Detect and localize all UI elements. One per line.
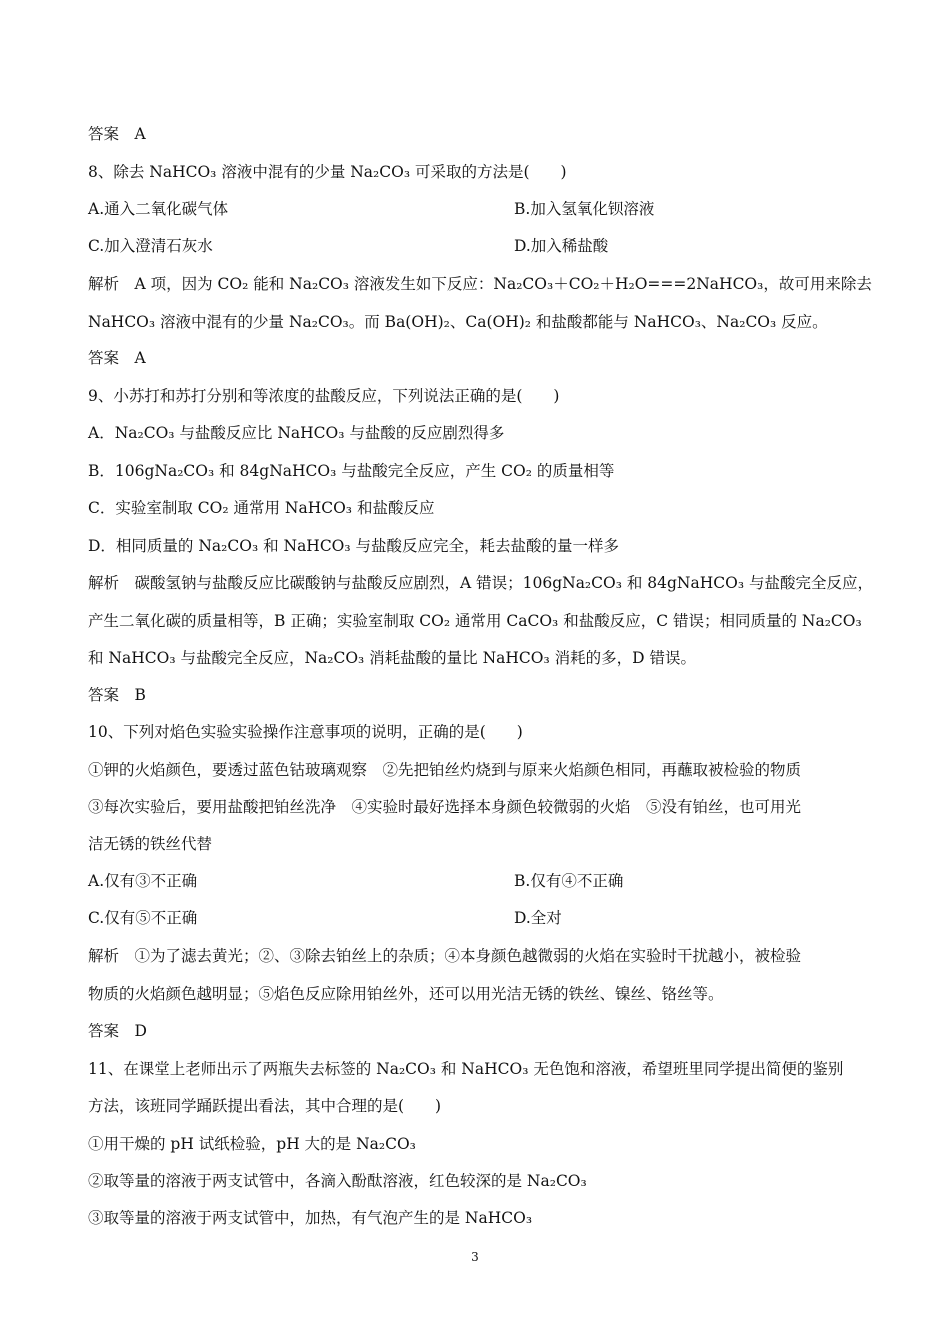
statement-1: ①用干燥的 pH 试纸检验，pH 大的是 Na₂CO₃ — [88, 1135, 416, 1153]
statement-3: ③取等量的溶液于两支试管中，加热，有气泡产生的是 NaHCO₃ — [88, 1209, 533, 1227]
option-b: B.仅有④不正确 — [514, 872, 624, 890]
analysis-9-line: 和 NaHCO₃ 与盐酸完全反应，Na₂CO₃ 消耗盐酸的量比 NaHCO₃ 消耗的多，D 错误。 — [88, 649, 696, 667]
option-row — [88, 870, 868, 892]
question-9: 9、小苏打和苏打分别和等浓度的盐酸反应，下列说法正确的是( ) — [88, 387, 560, 405]
question-10-line: ③每次实验后，要用盐酸把铂丝洗净 ④实验时最好选择本身颜色较微弱的火焰 ⑤没有铂丝，也可用光 — [88, 798, 802, 816]
option-c: C．实验室制取 CO₂ 通常用 NaHCO₃ 和盐酸反应 — [88, 499, 435, 517]
option-d: D．相同质量的 Na₂CO₃ 和 NaHCO₃ 与盐酸反应完全，耗去盐酸的量一样多 — [88, 537, 620, 555]
option-a: A.仅有③不正确 — [88, 872, 198, 890]
analysis-8-line: NaHCO₃ 溶液中混有的少量 Na₂CO₃。而 Ba(OH)₂、Ca(OH)₂ 和盐酸都能与 NaHCO₃、Na₂CO₃ 反应。 — [88, 313, 828, 331]
option-b: B.加入氢氧化钡溶液 — [514, 200, 655, 218]
answer-7: 答案 A — [88, 125, 146, 143]
analysis-9-line: 产生二氧化碳的质量相等，B 正确；实验室制取 CO₂ 通常用 CaCO₃ 和盐酸反应，C 错误；相同质量的 Na₂CO₃ — [88, 612, 862, 630]
option-c: C.加入澄清石灰水 — [88, 237, 213, 255]
analysis-8-line: 解析 A 项，因为 CO₂ 能和 Na₂CO₃ 溶液发生如下反应：Na₂CO₃＋CO₂＋H₂O===2NaHCO₃，故可用来除去 — [88, 275, 872, 293]
question-11-line: 方法，该班同学踊跃提出看法，其中合理的是( ) — [88, 1097, 442, 1115]
question-10-line: 洁无锈的铁丝代替 — [88, 835, 213, 853]
option-b: B．106gNa₂CO₃ 和 84gNaHCO₃ 与盐酸完全反应，产生 CO₂ 的质量相等 — [88, 462, 615, 480]
analysis-9-line: 解析 碳酸氢钠与盐酸反应比碳酸钠与盐酸反应剧烈，A 错误；106gNa₂CO₃ 和 84gNaHCO₃ 与盐酸完全反应， — [88, 574, 873, 592]
question-10: 10、下列对焰色实验实验操作注意事项的说明，正确的是( ) — [88, 723, 523, 741]
question-11: 11、在课堂上老师出示了两瓶失去标签的 Na₂CO₃ 和 NaHCO₃ 无色饱和溶液，希望班里同学提出简便的鉴别 — [88, 1060, 844, 1078]
question-10-line: ①钾的火焰颜色，要透过蓝色钴玻璃观察 ②先把铂丝灼烧到与原来火焰颜色相同，再蘸取被检验的物质 — [88, 761, 802, 779]
analysis-10-line: 解析 ①为了滤去黄光；②、③除去铂丝上的杂质；④本身颜色越微弱的火焰在实验时干扰越小，被检验 — [88, 947, 802, 965]
option-d: D.加入稀盐酸 — [514, 237, 609, 255]
answer-10: 答案 D — [88, 1022, 147, 1040]
answer-9: 答案 B — [88, 686, 146, 704]
option-c: C.仅有⑤不正确 — [88, 909, 198, 927]
page-number: 3 — [471, 1250, 479, 1264]
option-row — [88, 907, 868, 929]
analysis-10-line: 物质的火焰颜色越明显；⑤焰色反应除用铂丝外，还可以用光洁无锈的铁丝、镍丝、铬丝等。 — [88, 985, 724, 1003]
statement-2: ②取等量的溶液于两支试管中，各滴入酚酞溶液，红色较深的是 Na₂CO₃ — [88, 1172, 587, 1190]
option-d: D.全对 — [514, 909, 562, 927]
option-row — [88, 198, 868, 220]
question-8: 8、除去 NaHCO₃ 溶液中混有的少量 Na₂CO₃ 可采取的方法是( ) — [88, 163, 567, 181]
option-row — [88, 235, 868, 257]
option-a: A．Na₂CO₃ 与盐酸反应比 NaHCO₃ 与盐酸的反应剧烈得多 — [88, 424, 505, 442]
option-a: A.通入二氧化碳气体 — [88, 200, 229, 218]
answer-8: 答案 A — [88, 349, 146, 367]
